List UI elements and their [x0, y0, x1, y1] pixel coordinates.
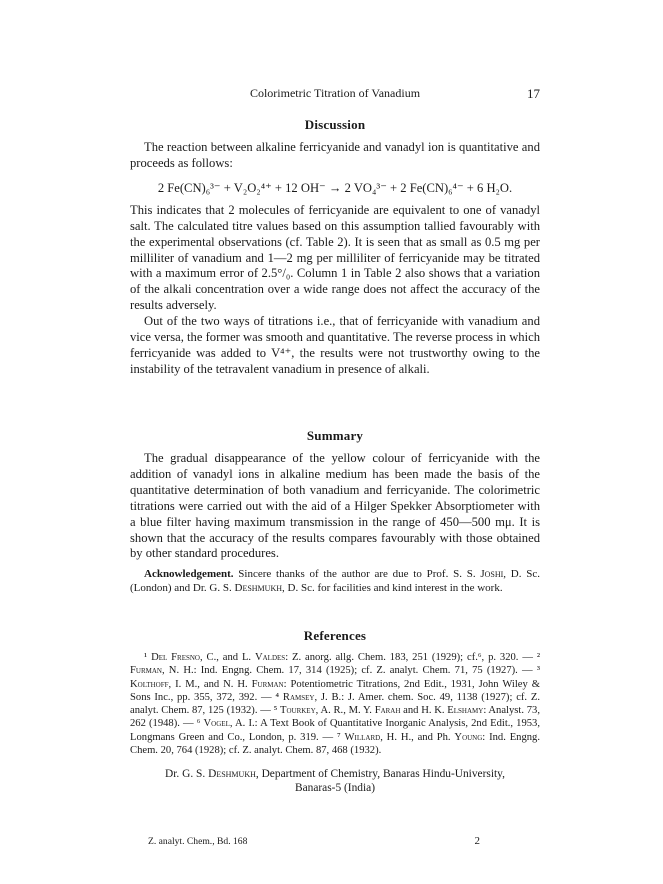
address-text: , Department of Chemistry, Banaras Hindu-University,: [255, 768, 505, 781]
reference-text: : Z. anorg. allg. Chem. 183, 251 (1929); cf.⁶, p. 320. —: [285, 652, 537, 663]
reference-author: Vogel: [203, 718, 230, 730]
reference-author: Farah: [374, 705, 401, 717]
reference-text: , I. M., and N. H.: [168, 678, 252, 690]
equation-lhs: 2 Fe(CN)₆³⁻ + V₂O₂⁴⁺ + 12 OH⁻: [157, 180, 326, 195]
reference-author: Elshamy: [447, 705, 484, 717]
references-section: [130, 628, 540, 795]
reference-text: , A. R., M. Y.: [315, 705, 375, 717]
reference-author: Young: [454, 731, 483, 743]
reference-author: Tourkey: [280, 705, 316, 717]
address-text: Dr. G. S.: [165, 768, 209, 781]
discussion-intro: The reaction between alkaline ferricyanide and vanadyl ion is quantitative and proceeds as follows:: [130, 140, 540, 170]
discussion-paragraph-1: This indicates that 2 molecules of ferricyanide are equivalent to one of vanadyl salt. The calculated titre values based on this assumption tallied favourably with the experimental observations (cf. Table 2). It is seen that as small as 0.5 mg per milliliter of vanadium and 1—2 mg per milliliter of ferricyanide may be titrated with a maximum error of 2.5°/₀. Column 1 in Table 2 also shows that a variation of the alkali concentration over a wide range does not affect the accuracy of the results adversely.: [130, 202, 540, 313]
reference-author: Furman: [251, 678, 284, 690]
reference-author: Valdes: [254, 652, 286, 663]
reference-text: , C., and L.: [200, 652, 255, 663]
reference-author: Del Fresno: [151, 652, 200, 663]
author-address: [130, 767, 540, 795]
acknowledgement-lead: Acknowledgement.: [144, 568, 234, 581]
reference-list: [130, 651, 540, 757]
acknowledgement: [130, 568, 540, 595]
reference-text: : Analyst. 73, 262 (1948). —: [130, 705, 540, 730]
references-heading: References: [303, 628, 367, 643]
reference-text: , A. I.: A Text Book of Quantitative Inorganic Analysis, 2nd Edit., 1953, Longmans Green and Co., London, p. 319. —: [130, 718, 541, 743]
acknowledgement-text: , D. Sc. for facilities and kind interest in the work.: [282, 581, 503, 594]
reference-marker: ⁶: [196, 718, 204, 730]
acknowledgement-text: , D. Sc. (London) and Dr. G. S.: [130, 568, 540, 594]
reference-text: : Potentiometric Titrations, 2nd Edit., 1931, John Wiley & Sons Inc., pp. 355, 372, 392. —: [130, 678, 540, 703]
summary-paragraph: The gradual disappearance of the yellow colour of ferricyanide with the addition of vanadyl ions in alkaline medium has been made the basis of the quantitative determination of both vanadium and ferricyanide. The colorimetric titrations were carried out with the aid of a Hilger Spekker Absorptiometer with a blue filter having maximum transmission in the range of 450—500 mμ. It is shown that the accuracy of the results compares favourably with those obtained by other standard procedures.: [130, 451, 540, 561]
address-line-2: Banaras-5 (India): [294, 782, 375, 795]
reference-text: , H. H., and Ph.: [380, 731, 455, 743]
acknowledgement-name: Deshmukh: [234, 581, 283, 594]
discussion-section: [130, 117, 540, 378]
equation-arrow: →: [328, 180, 342, 195]
equation-rhs: 2 VO₄³⁻ + 2 Fe(CN)₆⁴⁻ + 6 H₂O.: [344, 180, 513, 195]
acknowledgement-text: Sincere thanks of the author are due to Prof. S. S.: [233, 568, 481, 581]
reference-marker: ²: [536, 652, 541, 663]
reference-author: Furman: [130, 665, 162, 677]
reference-author: Kolthoff: [130, 678, 169, 690]
summary-section: [130, 428, 540, 596]
reference-marker: ⁷: [336, 731, 345, 743]
discussion-heading: Discussion: [304, 117, 366, 132]
reference-author: Willard: [344, 731, 381, 743]
reference-marker: ¹: [144, 652, 152, 663]
reference-text: , J. B.: J. Amer. chem. Soc. 49, 1138 (1927); cf. Z. analyt. Chem. 87, 125 (1932). —: [130, 691, 540, 717]
reference-marker: ⁵: [273, 705, 280, 717]
acknowledgement-name: Joshi: [480, 568, 504, 581]
summary-heading: Summary: [306, 428, 364, 443]
page-number: 17: [527, 86, 540, 101]
reference-text: , N. H.: Ind. Engng. Chem. 17, 314 (1925); cf. Z. analyt. Chem. 71, 75 (1927). —: [161, 665, 537, 677]
reaction-equation: [130, 180, 540, 196]
running-title: Colorimetric Titration of Vanadium: [249, 86, 421, 100]
reference-marker: ³: [536, 665, 540, 677]
reference-text: and H. K.: [400, 705, 448, 717]
discussion-paragraph-2: Out of the two ways of titrations i.e., that of ferricyanide with vanadium and vice versa, the former was smooth and quantitative. The reverse process in which ferricyanide was added to V⁴⁺, the results were not trustworthy owing to the instability of the tetravalent vanadium in presence of alkali.: [130, 314, 540, 376]
signature-mark: 2: [474, 835, 480, 847]
address-author: Deshmukh: [208, 768, 256, 781]
reference-text: : Ind. Engng. Chem. 20, 764 (1928); cf. Z. analyt. Chem. 87, 468 (1932).: [130, 731, 540, 757]
journal-citation: Z. analyt. Chem., Bd. 168: [148, 836, 248, 847]
address-line-1: [130, 767, 540, 781]
reference-author: Ramsey: [282, 691, 315, 703]
reference-marker: ⁴: [275, 691, 283, 703]
